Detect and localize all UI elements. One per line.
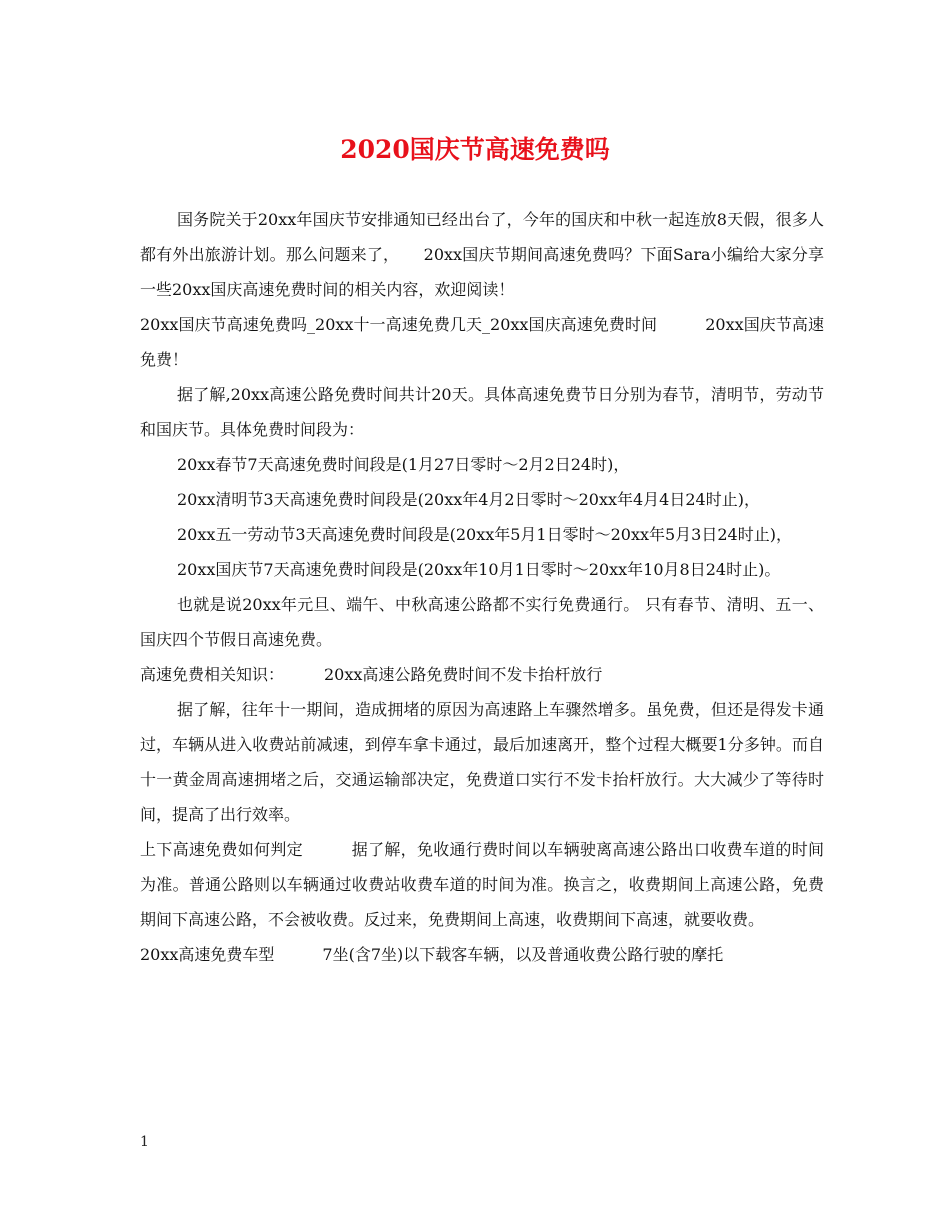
paragraph-vehicle-types: 20xx高速免费车型 7坐(含7坐)以下载客车辆，以及普通收费公路行驶的摩托: [140, 945, 724, 964]
paragraph-no-card: 据了解，往年十一期间，造成拥堵的原因为高速路上车骤然增多。虽免费，但还是得发卡通过，车辆从进入收费站前减速，到停车拿卡通过，最后加速离开，整个过程大概要1分多钟。而自十一黄金周高速拥堵之后，交通运输部决定，免费道口实行不发卡抬杆放行。大大减少了等待时间，提高了出行效率。: [140, 700, 824, 824]
paragraph-knowledge-heading: 高速免费相关知识： 20xx高速公路免费时间不发卡抬杆放行: [140, 665, 603, 684]
paragraph-summary: 也就是说20xx年元旦、端午、中秋高速公路都不实行免费通行。 只有春节、清明、五一、国庆四个节假日高速免费。: [140, 595, 824, 649]
document-body: [140, 202, 824, 972]
paragraph-judgement: 上下高速免费如何判定 据了解，免收通行费时间以车辆驶离高速公路出口收费车道的时间为准。普通公路则以车辆通过收费站收费车道的时间为准。换言之，收费期间上高速公路，免费期间下高速公路，不会被收费。反过来，免费期间上高速，收费期间下高速，就要收费。: [140, 840, 824, 929]
paragraph-qingming: 20xx清明节3天高速免费时间段是(20xx年4月2日零时～20xx年4月4日24时止)，: [177, 490, 760, 509]
paragraph-national-day: 20xx国庆节7天高速免费时间段是(20xx年10月1日零时～20xx年10月8日24时止)。: [177, 560, 781, 579]
page-number: 1: [140, 1134, 149, 1150]
paragraph-free-days: 据了解,20xx高速公路免费时间共计20天。具体高速免费节日分别为春节，清明节，劳动节和国庆节。具体免费时间段为：: [140, 385, 824, 439]
paragraph-subheading: 20xx国庆节高速免费吗_20xx十一高速免费几天_20xx国庆高速免费时间 20xx国庆节高速免费！: [140, 315, 824, 369]
paragraph-spring-festival: 20xx春节7天高速免费时间段是(1月27日零时～2月2日24时)，: [177, 455, 630, 474]
document-title: 2020国庆节高速免费吗: [340, 135, 610, 164]
paragraph-intro: 国务院关于20xx年国庆节安排通知已经出台了，今年的国庆和中秋一起连放8天假，很多人都有外出旅游计划。那么问题来了， 20xx国庆节期间高速免费吗？下面Sara小编给大家分享一些20xx国庆高速免费时间的相关内容，欢迎阅读！: [140, 210, 824, 299]
paragraph-labor-day: 20xx五一劳动节3天高速免费时间段是(20xx年5月1日零时～20xx年5月3日24时止)，: [177, 525, 792, 544]
